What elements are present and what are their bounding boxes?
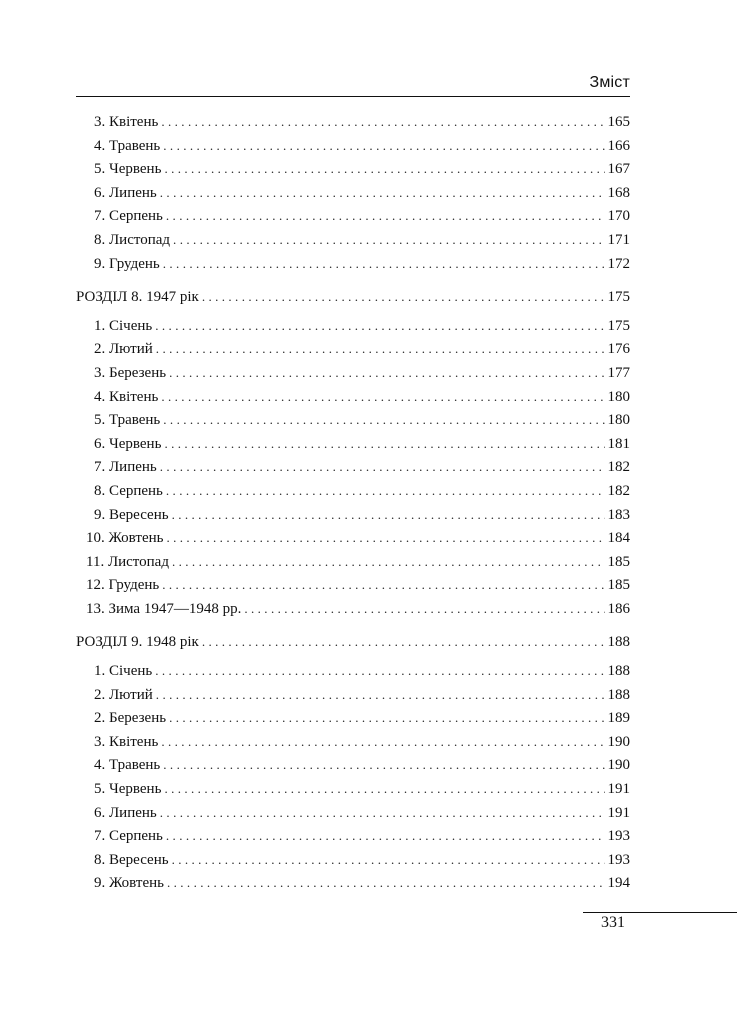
toc-entry	[76, 526, 630, 550]
toc-dot-leader	[160, 801, 605, 825]
toc-entry	[76, 597, 630, 621]
toc-entry	[76, 110, 630, 134]
toc-entry-page: 172	[607, 255, 630, 272]
toc-dot-leader	[172, 848, 605, 872]
toc-dot-leader	[163, 252, 605, 276]
toc-entry-label: 10. Жовтень	[86, 530, 164, 547]
toc-entry-page: 188	[607, 634, 630, 651]
toc-dot-leader	[166, 479, 605, 503]
toc-dot-leader	[160, 455, 605, 479]
toc-entry	[76, 753, 630, 777]
toc-entry-page: 194	[607, 875, 630, 892]
toc-entry-page: 171	[607, 231, 630, 248]
running-header-title: Зміст	[589, 74, 630, 91]
toc-entry	[76, 824, 630, 848]
toc-entry-page: 190	[607, 757, 630, 774]
toc-dot-leader	[202, 630, 605, 654]
toc-entry-page: 184	[607, 530, 630, 547]
toc-entry-label: 6. Липень	[94, 804, 157, 821]
toc-entry-page: 176	[607, 341, 630, 358]
toc-dot-leader	[161, 730, 604, 754]
toc-dot-leader	[166, 204, 605, 228]
toc-entry	[76, 706, 630, 730]
toc-entry	[76, 801, 630, 825]
toc-entry-page: 168	[607, 184, 630, 201]
toc-entry-page: 188	[607, 663, 630, 680]
toc-entry-page: 175	[607, 289, 630, 306]
toc-dot-leader	[164, 432, 604, 456]
toc-entry	[76, 573, 630, 597]
toc-entry-page: 185	[607, 553, 630, 570]
toc-entry	[76, 228, 630, 252]
toc-entry	[76, 683, 630, 707]
toc-entry-label: 9. Жовтень	[94, 875, 164, 892]
toc-dot-leader	[167, 871, 605, 895]
toc-dot-leader	[164, 777, 604, 801]
toc-entry-page: 189	[607, 710, 630, 727]
toc-entry-label: 11. Листопад	[86, 553, 169, 570]
toc-entry	[76, 503, 630, 527]
toc-entry	[76, 157, 630, 181]
toc-entry-label: 8. Серпень	[94, 482, 163, 499]
toc-entry	[76, 181, 630, 205]
toc-entry-page: 182	[607, 459, 630, 476]
toc-entry-label: 9. Грудень	[94, 255, 160, 272]
toc-dot-leader	[163, 753, 604, 777]
toc-entry-label: 12. Грудень	[86, 577, 160, 594]
toc-entry-page: 170	[607, 208, 630, 225]
toc-entry-label: 3. Квітень	[94, 114, 159, 130]
toc-dot-leader	[163, 134, 604, 158]
toc-entry-label: 1. Січень	[94, 663, 153, 680]
toc-entry-page: 180	[607, 388, 630, 405]
toc-dot-leader	[163, 408, 604, 432]
toc-entry-page: 183	[607, 506, 630, 523]
toc-entry	[76, 337, 630, 361]
toc-entry-page: 166	[607, 137, 630, 154]
toc-entry-page: 181	[607, 435, 630, 452]
footer-rule	[583, 912, 737, 913]
toc-section-entry	[76, 630, 630, 654]
toc-entry-page: 180	[607, 412, 630, 429]
toc-entry-label: 8. Вересень	[94, 851, 169, 868]
toc-section-entry	[76, 285, 630, 309]
toc-entry-label: РОЗДІЛ 9. 1948 рік	[76, 634, 199, 651]
toc-dot-leader	[155, 659, 604, 683]
toc-entry-label: 6. Червень	[94, 435, 162, 452]
toc-entry	[76, 659, 630, 683]
toc-entry-page: 190	[607, 733, 630, 750]
toc-entry	[76, 408, 630, 432]
toc-dot-leader	[156, 337, 605, 361]
toc-entry-page: 165	[607, 114, 630, 130]
toc-entry-label: 3. Квітень	[94, 733, 159, 750]
toc-entry-page: 177	[607, 364, 630, 381]
toc-entry-page: 191	[607, 804, 630, 821]
toc-dot-leader	[156, 683, 605, 707]
toc-dot-leader	[172, 503, 605, 527]
toc-entry	[76, 455, 630, 479]
toc-entry-page: 191	[607, 781, 630, 798]
toc-entry-label: 2. Лютий	[94, 341, 153, 358]
toc-dot-leader	[169, 361, 604, 385]
toc-entry-label: 4. Травень	[94, 757, 161, 774]
toc-dot-leader	[166, 526, 604, 550]
toc-entry-label: 2. Лютий	[94, 686, 153, 703]
toc-dot-leader	[244, 597, 604, 621]
toc-dot-leader	[173, 228, 604, 252]
toc-entry-page: 193	[607, 851, 630, 868]
table-of-contents	[76, 110, 630, 895]
toc-entry-page: 188	[607, 686, 630, 703]
toc-entry	[76, 385, 630, 409]
toc-entry-label: 4. Травень	[94, 137, 161, 154]
toc-entry	[76, 550, 630, 574]
toc-entry	[76, 134, 630, 158]
toc-entry	[76, 777, 630, 801]
toc-entry-label: 4. Квітень	[94, 388, 159, 405]
toc-entry-page: 182	[607, 482, 630, 499]
toc-dot-leader	[162, 573, 604, 597]
toc-entry-label: 9. Вересень	[94, 506, 169, 523]
toc-dot-leader	[169, 706, 604, 730]
toc-entry-label: 3. Березень	[94, 364, 167, 381]
toc-entry	[76, 252, 630, 276]
toc-entry-label: 13. Зима 1947—1948 рр.	[86, 600, 242, 617]
toc-dot-leader	[202, 285, 605, 309]
toc-entry-page: 167	[607, 161, 630, 178]
header-rule	[76, 96, 630, 97]
toc-entry-label: 5. Червень	[94, 161, 162, 178]
toc-entry-label: 5. Травень	[94, 412, 161, 429]
toc-entry-label: 7. Серпень	[94, 208, 163, 225]
toc-entry-label: 5. Червень	[94, 781, 162, 798]
toc-entry-label: 6. Липень	[94, 184, 157, 201]
toc-entry-page: 186	[607, 600, 630, 617]
toc-entry-label: 1. Січень	[94, 317, 153, 334]
toc-dot-leader	[164, 157, 604, 181]
toc-entry-label: 2. Березень	[94, 710, 167, 727]
toc-entry-page: 193	[607, 828, 630, 845]
toc-entry-label: 7. Липень	[94, 459, 157, 476]
toc-entry	[76, 204, 630, 228]
toc-dot-leader	[161, 110, 604, 134]
toc-entry	[76, 848, 630, 872]
toc-entry-label: 8. Листопад	[94, 231, 171, 248]
toc-dot-leader	[166, 824, 605, 848]
toc-entry	[76, 361, 630, 385]
toc-entry	[76, 730, 630, 754]
toc-dot-leader	[161, 385, 604, 409]
toc-entry-label: 7. Серпень	[94, 828, 163, 845]
toc-entry	[76, 432, 630, 456]
toc-entry	[76, 314, 630, 338]
toc-entry	[76, 479, 630, 503]
toc-entry-page: 185	[607, 577, 630, 594]
toc-dot-leader	[160, 181, 605, 205]
toc-entry	[76, 871, 630, 895]
page-number: 331	[601, 914, 625, 931]
toc-dot-leader	[155, 314, 604, 338]
toc-entry-page: 175	[607, 317, 630, 334]
toc-entry-label: РОЗДІЛ 8. 1947 рік	[76, 289, 199, 306]
toc-dot-leader	[172, 550, 605, 574]
